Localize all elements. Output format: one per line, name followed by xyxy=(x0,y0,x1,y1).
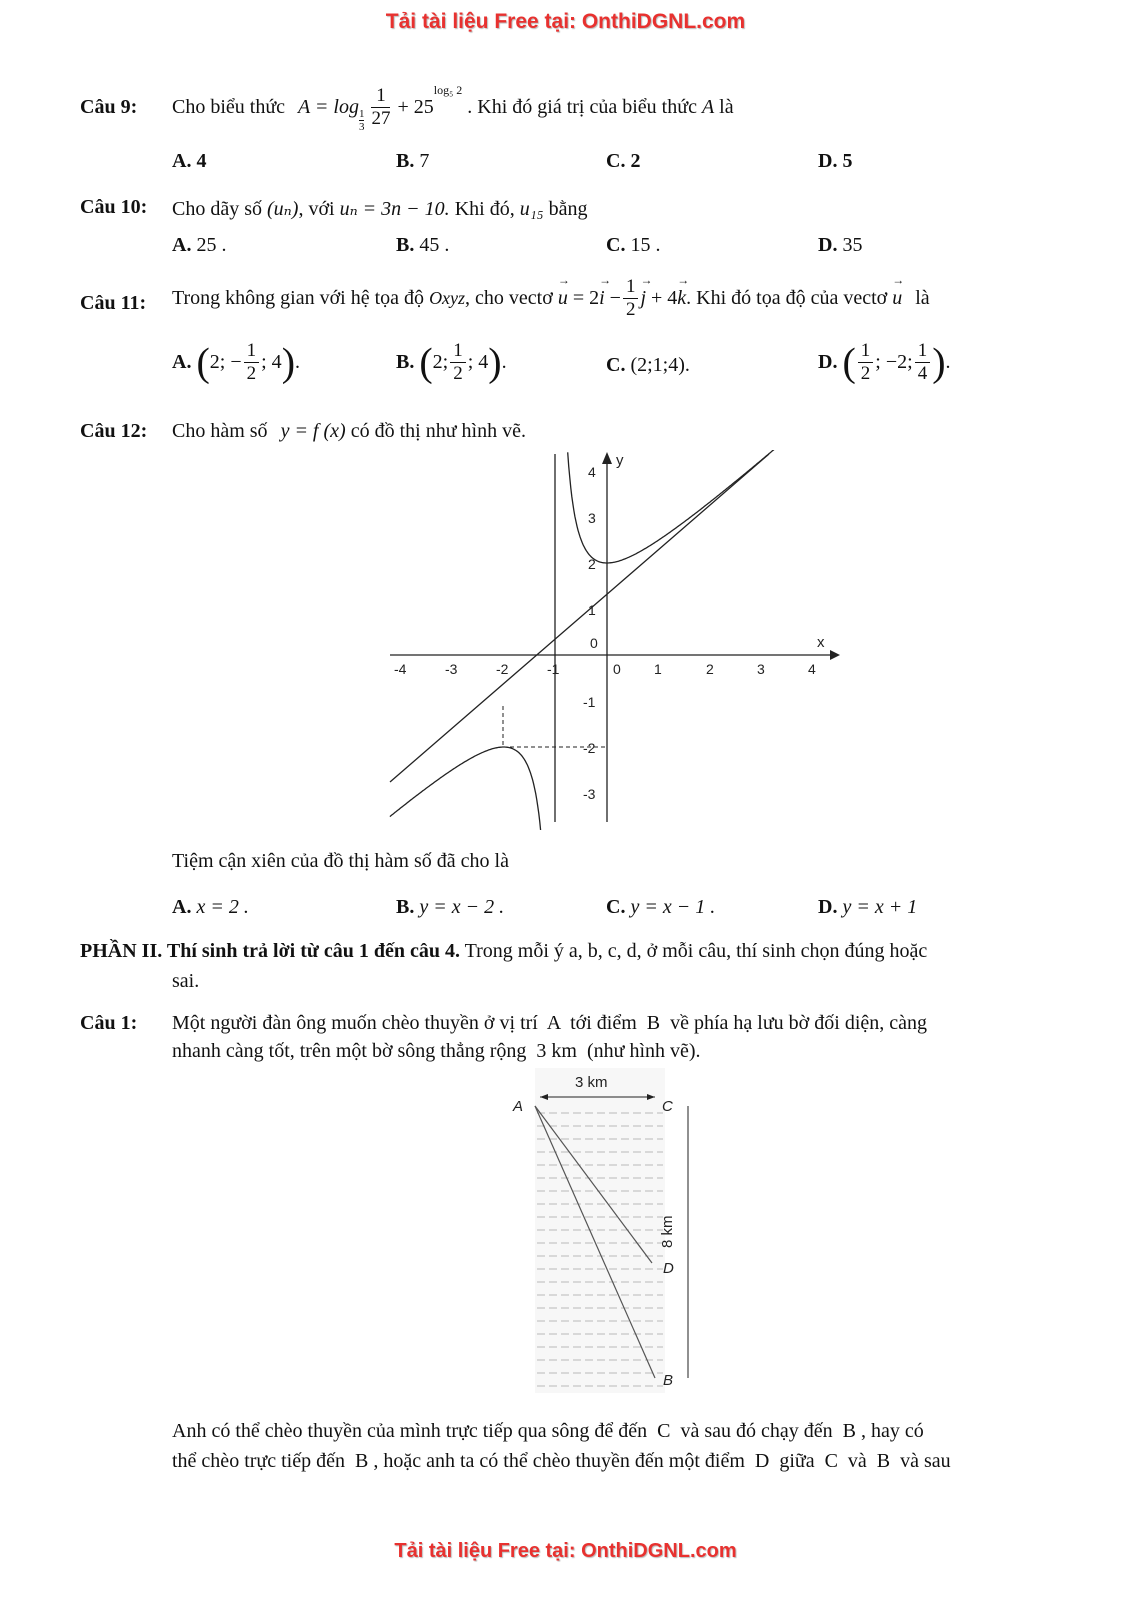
q10-option-b[interactable]: B. 45 . xyxy=(396,234,450,256)
q12-option-a[interactable]: A. x = 2 . xyxy=(172,896,249,918)
y-axis-label: y xyxy=(616,452,624,469)
q12-option-b[interactable]: B. y = x − 2 . xyxy=(396,896,505,918)
slant-asymptote xyxy=(390,454,769,782)
q12-question: Tiệm cận xiên của đồ thị hàm số đã cho là xyxy=(172,850,509,872)
y-tick: 2 xyxy=(588,556,596,572)
q12-option-c[interactable]: C. y = x − 1 . xyxy=(606,896,716,918)
q10-option-c[interactable]: C. 15 . xyxy=(606,234,661,256)
q12-stem: Cho hàm số y = f (x) có đồ thị như hình vẽ. xyxy=(172,420,526,442)
y-tick: 1 xyxy=(588,602,596,618)
x-tick: -1 xyxy=(547,661,560,677)
p2q1-line2: nhanh càng tốt, trên một bờ sông thẳng rộng 3 km (như hình vẽ). xyxy=(172,1040,701,1062)
q11-option-a[interactable]: A. (2; − $\frac{1}{2}$ ; 4). xyxy=(172,339,301,385)
x-tick: -3 xyxy=(445,661,458,677)
q10-option-d[interactable]: D. 35 xyxy=(818,234,863,256)
y-axis-arrow xyxy=(602,452,612,464)
x-tick: -2 xyxy=(496,661,509,677)
river-figure xyxy=(505,1068,710,1398)
footer-banner[interactable]: Tải tài liệu Free tại: OnthiDGNL.com xyxy=(394,1540,737,1562)
x-tick: 3 xyxy=(757,661,765,677)
p2q1-label: Câu 1: xyxy=(80,1012,138,1034)
q11-label: Câu 11: xyxy=(80,292,147,314)
y-tick: 4 xyxy=(588,464,596,480)
q12-graph xyxy=(385,450,845,830)
q12-label: Câu 12: xyxy=(80,420,148,442)
q10-label: Câu 10: xyxy=(80,196,148,218)
x-tick: -4 xyxy=(394,661,407,677)
point-a-label: A xyxy=(513,1098,524,1115)
q12-option-d[interactable]: D. y = x + 1 xyxy=(818,896,918,918)
q9-option-d[interactable]: D. 5 xyxy=(818,150,853,172)
q10-option-a[interactable]: A. 25 . xyxy=(172,234,227,256)
part2-heading: PHẦN II. Thí sinh trả lời từ câu 1 đến câu 4. Trong mỗi ý a, b, c, d, ở mỗi câu, thí sinh chọn đúng hoặc xyxy=(80,940,928,962)
point-c-label: C xyxy=(662,1098,673,1115)
part2-heading-cont: sai. xyxy=(172,970,200,992)
q9-stem: Cho biểu thức A = log $\frac{1}{3}$ $\frac{1}{27}$ + $25^{log_5 2}$ . Khi đó giá trị của biểu thức A là xyxy=(172,83,734,133)
q9-option-a[interactable]: A. 4 xyxy=(172,150,207,172)
q9-option-b[interactable]: B. 7 xyxy=(396,150,430,172)
curve-left-branch xyxy=(390,747,542,830)
point-b-label: B xyxy=(663,1372,674,1389)
x-tick: 1 xyxy=(654,661,662,677)
p2q1-line3: Anh có thể chèo thuyền của mình trực tiếp qua sông để đến C và sau đó chạy đến B , hay có xyxy=(172,1420,924,1442)
y-tick: -2 xyxy=(583,740,596,756)
x-axis-arrow xyxy=(830,650,840,660)
q11-option-b[interactable]: B. (2; $\frac{1}{2}$ ; 4). xyxy=(396,339,507,385)
x-tick: 4 xyxy=(808,661,816,677)
q9-option-c[interactable]: C. 2 xyxy=(606,150,641,172)
q9-label: Câu 9: xyxy=(80,96,138,118)
y-tick: -1 xyxy=(583,694,596,710)
x-tick: 2 xyxy=(706,661,714,677)
x-tick: 0 xyxy=(613,661,621,677)
q11-option-c[interactable]: C. (2;1;4). xyxy=(606,354,690,376)
width-label: 3 km xyxy=(575,1074,608,1091)
length-label: 8 km xyxy=(659,1215,676,1248)
y-tick: -3 xyxy=(583,786,596,802)
q11-stem: Trong không gian với hệ tọa độ Oxyz, cho vectơ → u = 2→ i − $\frac{1}{2}$ → j + 4→ k. Khi đó tọa độ của vectơ → u là xyxy=(172,276,930,321)
x-axis-label: x xyxy=(817,634,825,651)
curve-right-branch xyxy=(568,450,775,563)
q10-stem: Cho dãy số (uₙ), với uₙ = 3n − 10. Khi đó, u₁₅ bằng xyxy=(172,198,588,220)
y-tick: 0 xyxy=(590,635,598,651)
header-banner[interactable]: Tải tài liệu Free tại: OnthiDGNL.com xyxy=(385,10,746,33)
point-d-label: D xyxy=(663,1260,674,1277)
p2q1-line4: thể chèo trực tiếp đến B , hoặc anh ta có thể chèo thuyền đến một điểm D giữa C và B và sau xyxy=(172,1450,951,1472)
p2q1-line1: Một người đàn ông muốn chèo thuyền ở vị trí A tới điểm B về phía hạ lưu bờ đối diện, càng xyxy=(172,1012,927,1034)
y-tick: 3 xyxy=(588,510,596,526)
q11-option-d[interactable]: D. ( $\frac{1}{2}$ ; −2; $\frac{1}{4}$ ). xyxy=(818,339,951,385)
